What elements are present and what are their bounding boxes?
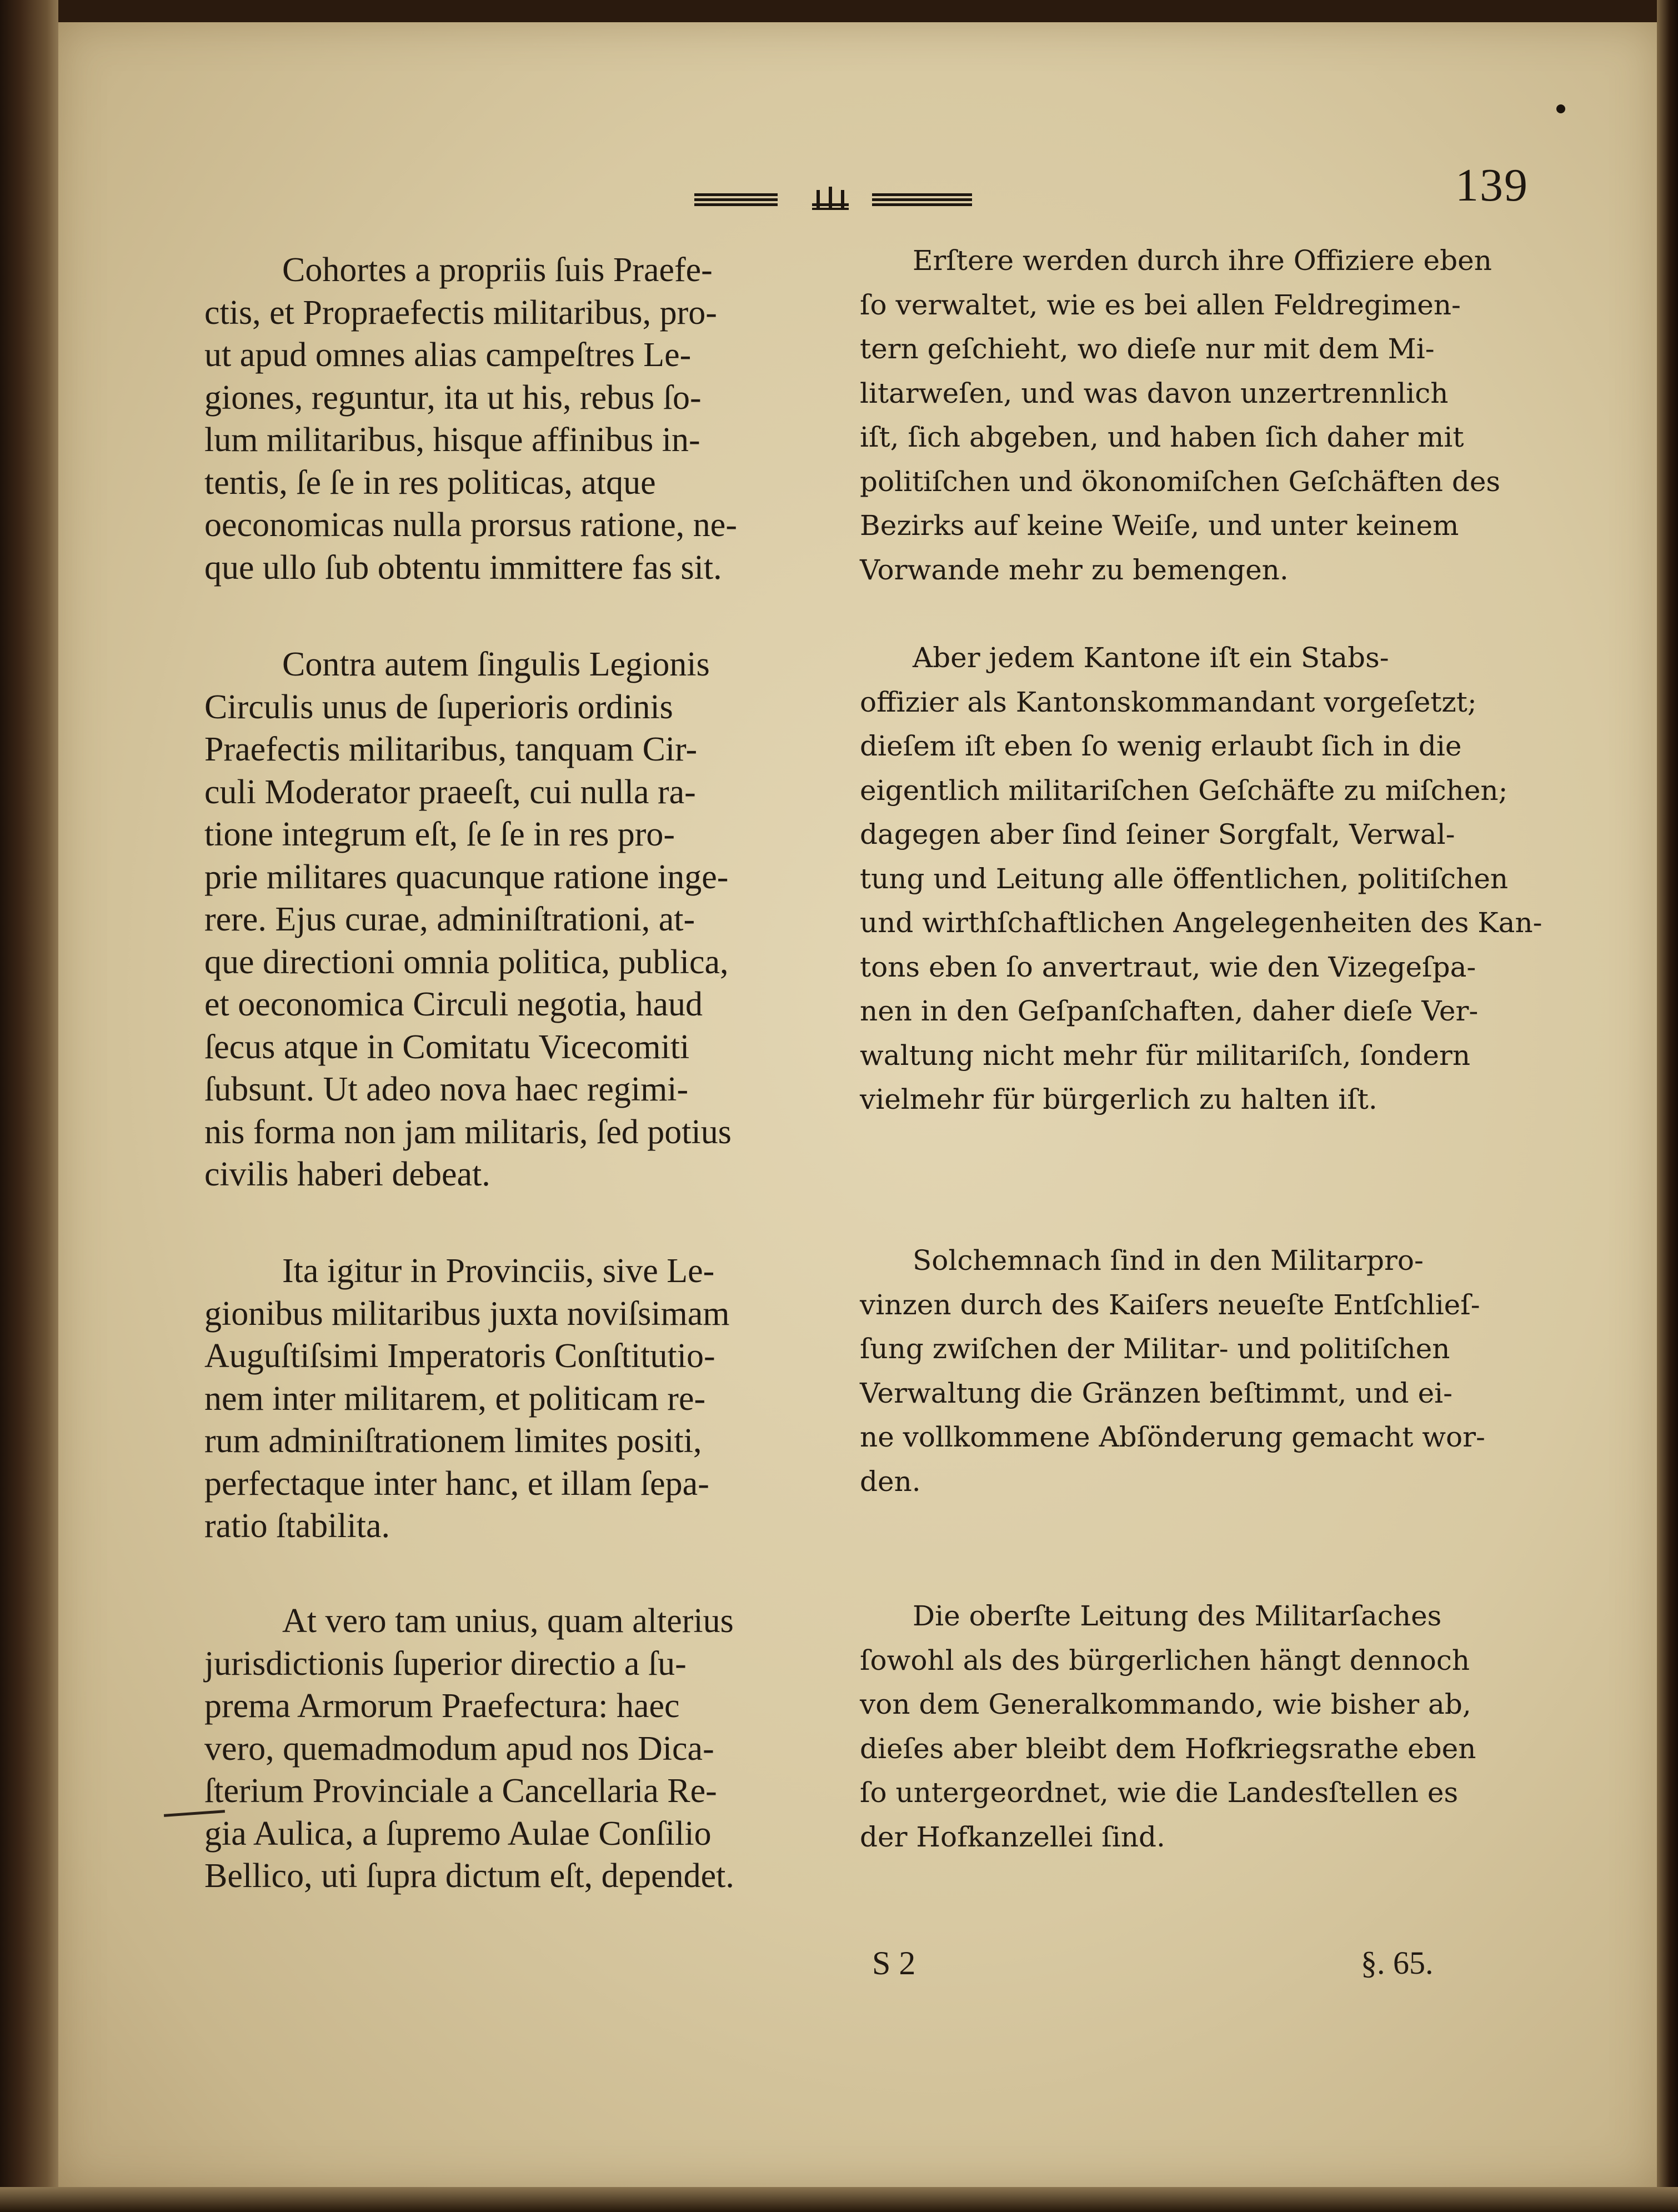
text-line: litarweſen, und was davon unzertrennlich xyxy=(860,377,1449,409)
page-edge-right xyxy=(1657,0,1678,2212)
text-line: que directioni omnia politica, publica, xyxy=(204,943,729,981)
text-line: gionibus militaribus juxta noviſsimam xyxy=(204,1294,730,1333)
text-line: perfectaque inter hanc, et illam ſepa- xyxy=(204,1464,709,1503)
text-line: rere. Ejus curae, adminiſtrationi, at- xyxy=(204,900,695,938)
latin-paragraph-2 xyxy=(204,643,732,1196)
text-line: Contra autem ſingulis Legionis xyxy=(282,645,710,683)
text-line: Cohortes a propriis ſuis Praefe- xyxy=(282,251,713,289)
text-line: tentis, ſe ſe in res politicas, atque xyxy=(204,463,656,502)
text-line: culi Moderator praeeſt, cui nulla ra- xyxy=(204,773,696,811)
text-line: nem inter militarem, et politicam re- xyxy=(204,1379,706,1418)
text-line: tern geſchieht, wo dieſe nur mit dem Mi- xyxy=(860,333,1435,365)
german-paragraph-2 xyxy=(860,636,1542,1122)
text-line: dagegen aber ſind ſeiner Sorgfalt, Verwal- xyxy=(860,818,1455,850)
text-line: dieſem iſt eben ſo wenig erlaubt ſich in die xyxy=(860,730,1462,762)
text-line: ut apud omnes alias campeſtres Le- xyxy=(204,336,692,374)
latin-paragraph-3 xyxy=(204,1250,729,1548)
text-line: que ullo ſub obtentu immittere fas sit. xyxy=(204,548,722,587)
text-line: dieſes aber bleibt dem Hofkriegsrathe eben xyxy=(860,1732,1476,1765)
text-line: Circulis unus de ſuperioris ordinis xyxy=(204,688,673,726)
text-line: iſt, ſich abgeben, und haben ſich daher mit xyxy=(860,421,1464,453)
text-line: eigentlich militariſchen Geſchäfte zu miſchen; xyxy=(860,774,1508,807)
text-line: vielmehr für bürgerlich zu halten iſt. xyxy=(860,1083,1378,1115)
text-line: Bellico, uti ſupra dictum eſt, dependet. xyxy=(204,1857,734,1895)
german-paragraph-1 xyxy=(860,239,1500,592)
text-line: ratio ſtabilita. xyxy=(204,1507,390,1545)
text-line: tione integrum eſt, ſe ſe in res pro- xyxy=(204,815,675,853)
text-line: et oeconomica Circuli negotia, haud xyxy=(204,985,703,1023)
text-line: vinzen durch des Kaiſers neueſte Entſchlieſ- xyxy=(860,1288,1480,1321)
text-line: At vero tam unius, quam alterius xyxy=(282,1602,734,1640)
text-line: ctis, et Propraefectis militaribus, pro- xyxy=(204,293,717,332)
text-line: tung und Leitung alle öffentlichen, politiſchen xyxy=(860,862,1509,895)
text-line: ſowohl als des bürgerlichen hängt dennoch xyxy=(860,1644,1470,1676)
text-line: Solchemnach ſind in den Militarpro- xyxy=(913,1244,1424,1277)
section-reference: §. 65. xyxy=(1361,1945,1434,1981)
text-line: von dem Generalkommando, wie bisher ab, xyxy=(860,1688,1471,1720)
text-line: tons eben ſo anvertraut, wie den Vizegeſpa- xyxy=(860,950,1476,983)
header-ornament xyxy=(689,183,1000,217)
text-line: ſecus atque in Comitatu Vicecomiti xyxy=(204,1028,690,1066)
text-line: rum adminiſtrationem limites positi, xyxy=(204,1422,702,1460)
text-line: politiſchen und ökonomiſchen Geſchäften des xyxy=(860,465,1501,498)
text-line: Ita igitur in Provinciis, sive Le- xyxy=(282,1252,715,1290)
page-number: 139 xyxy=(1455,159,1529,211)
text-line: vero, quemadmodum apud nos Dica- xyxy=(204,1729,714,1768)
text-line: Auguſtiſsimi Imperatoris Conſtitutio- xyxy=(204,1337,715,1375)
text-line: den. xyxy=(860,1465,921,1498)
text-line: gia Aulica, a ſupremo Aulae Conſilio xyxy=(204,1814,712,1853)
binding-gutter xyxy=(0,0,58,2212)
text-line: ſubsunt. Ut adeo nova haec regimi- xyxy=(204,1070,689,1108)
text-line: Erſtere werden durch ihre Offiziere eben xyxy=(913,244,1492,277)
text-line: lum militaribus, hisque affinibus in- xyxy=(204,421,700,459)
page-edge-bottom xyxy=(0,2187,1678,2212)
text-line: giones, reguntur, ita ut his, rebus ſo- xyxy=(204,378,702,417)
text-line: waltung nicht mehr für militariſch, ſondern xyxy=(860,1039,1471,1072)
text-line: ſo verwaltet, wie es bei allen Feldregimen- xyxy=(860,288,1461,321)
signature-mark: S 2 xyxy=(872,1945,916,1981)
text-line: jurisdictionis ſuperior directio a ſu- xyxy=(204,1644,687,1683)
text-line: ſterium Provinciale a Cancellaria Re- xyxy=(204,1772,717,1810)
german-paragraph-4 xyxy=(860,1594,1476,1859)
text-line: Die oberſte Leitung des Militarſaches xyxy=(913,1600,1442,1632)
german-paragraph-3 xyxy=(860,1239,1485,1504)
text-line: Bezirks auf keine Weiſe, und unter keinem xyxy=(860,509,1459,542)
text-line: oeconomicas nulla prorsus ratione, ne- xyxy=(204,506,737,544)
latin-paragraph-4 xyxy=(204,1600,734,1898)
text-line: der Hofkanzellei ſind. xyxy=(860,1820,1165,1853)
text-line: Verwaltung die Gränzen beſtimmt, und ei- xyxy=(860,1377,1453,1409)
text-line: nen in den Geſpanſchaften, daher dieſe Ver- xyxy=(860,995,1479,1027)
text-line: ſung zwiſchen der Militar- und politiſchen xyxy=(860,1333,1450,1365)
text-line: nis forma non jam militaris, ſed potius xyxy=(204,1113,732,1151)
latin-paragraph-1 xyxy=(204,249,737,589)
text-line: offizier als Kantonskommandant vorgeſetzt; xyxy=(860,685,1477,718)
text-line: prema Armorum Praefectura: haec xyxy=(204,1687,680,1725)
text-line: Praefectis militaribus, tanquam Cir- xyxy=(204,730,698,768)
text-line: ne vollkommene Abſönderung gemacht wor- xyxy=(860,1421,1485,1453)
text-line: prie militares quacunque ratione inge- xyxy=(204,858,729,896)
text-line: und wirthſchaftlichen Angelegenheiten des Kan- xyxy=(860,907,1542,939)
text-line: Aber jedem Kantone iſt ein Stabs- xyxy=(913,642,1389,674)
ink-dot xyxy=(1556,104,1565,113)
text-line: ſo untergeordnet, wie die Landesſtellen es xyxy=(860,1776,1459,1809)
text-line: Vorwande mehr zu bemengen. xyxy=(860,553,1289,586)
text-line: civilis haberi debeat. xyxy=(204,1155,490,1193)
